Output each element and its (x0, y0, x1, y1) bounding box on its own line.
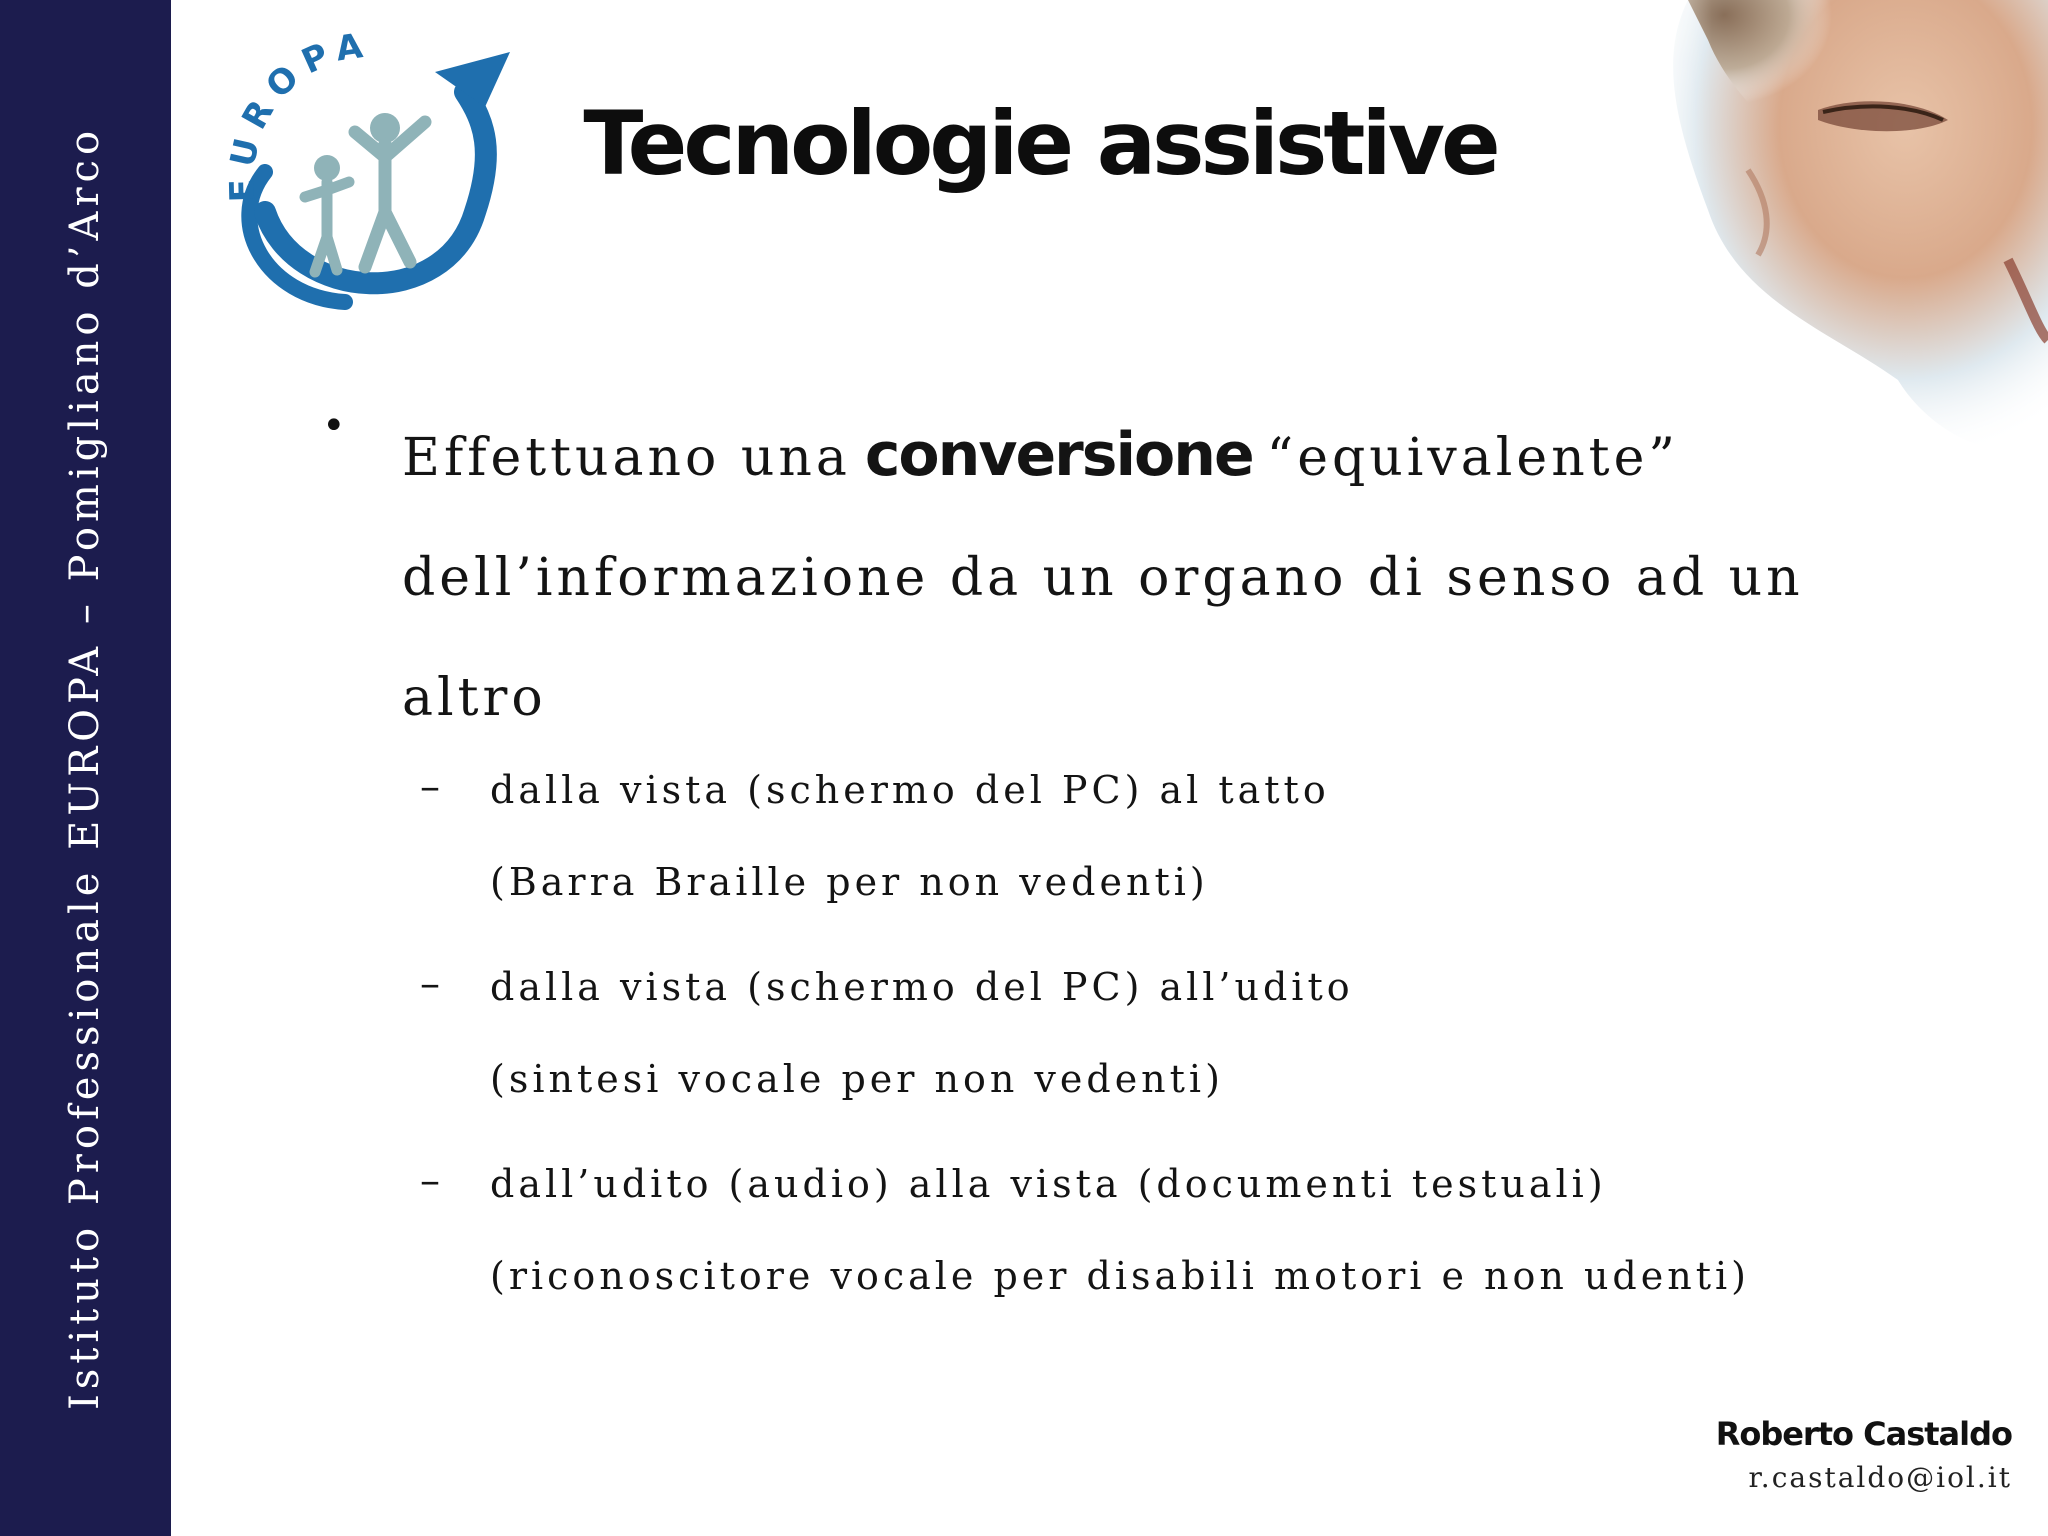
bullet-icon: • (322, 403, 346, 449)
sub-bullet-item (420, 760, 1870, 957)
bullet-text (402, 395, 1922, 758)
sub-bullet-line: dalla vista (schermo del PC) al tatto (490, 768, 1330, 812)
europa-logo (225, 12, 545, 312)
sub-bullet-note: (riconoscitore vocale per disabili motori e non udenti) (490, 1254, 1750, 1298)
bullet-text-before: Effettuano una (402, 428, 851, 488)
svg-text:EUROPA (225, 25, 375, 203)
author-email: r.castaldo@iol.it (1748, 1461, 2012, 1494)
sub-bullet-line: dall’udito (audio) alla vista (documenti testuali) (490, 1162, 1607, 1206)
slide-title: Tecnologie assistive (583, 92, 1497, 195)
bullet-text-after: “equivalente” dell’informazione da un organo di senso ad un altro (402, 428, 1804, 728)
institute-name: Istituto Professionale EUROPA – Pomigliano d’Arco (62, 125, 108, 1411)
bullet-emphasis: conversione (864, 420, 1253, 490)
sub-bullet-note: (Barra Braille per non vedenti) (490, 860, 1209, 904)
author-name: Roberto Castaldo (1715, 1415, 2012, 1453)
sub-bullet-note: (sintesi vocale per non vedenti) (490, 1057, 1224, 1101)
sub-bullet-item (420, 1154, 1870, 1351)
dash-icon: – (420, 1158, 440, 1204)
author-block (1716, 1415, 2012, 1494)
sidebar (0, 0, 171, 1536)
dash-icon: – (420, 961, 440, 1007)
sub-bullet-line: dalla vista (schermo del PC) all’udito (490, 965, 1354, 1009)
sub-bullet-list (420, 760, 1870, 1351)
logo-text: EUROPA (225, 24, 376, 203)
dash-icon: – (420, 764, 440, 810)
sub-bullet-item (420, 957, 1870, 1154)
